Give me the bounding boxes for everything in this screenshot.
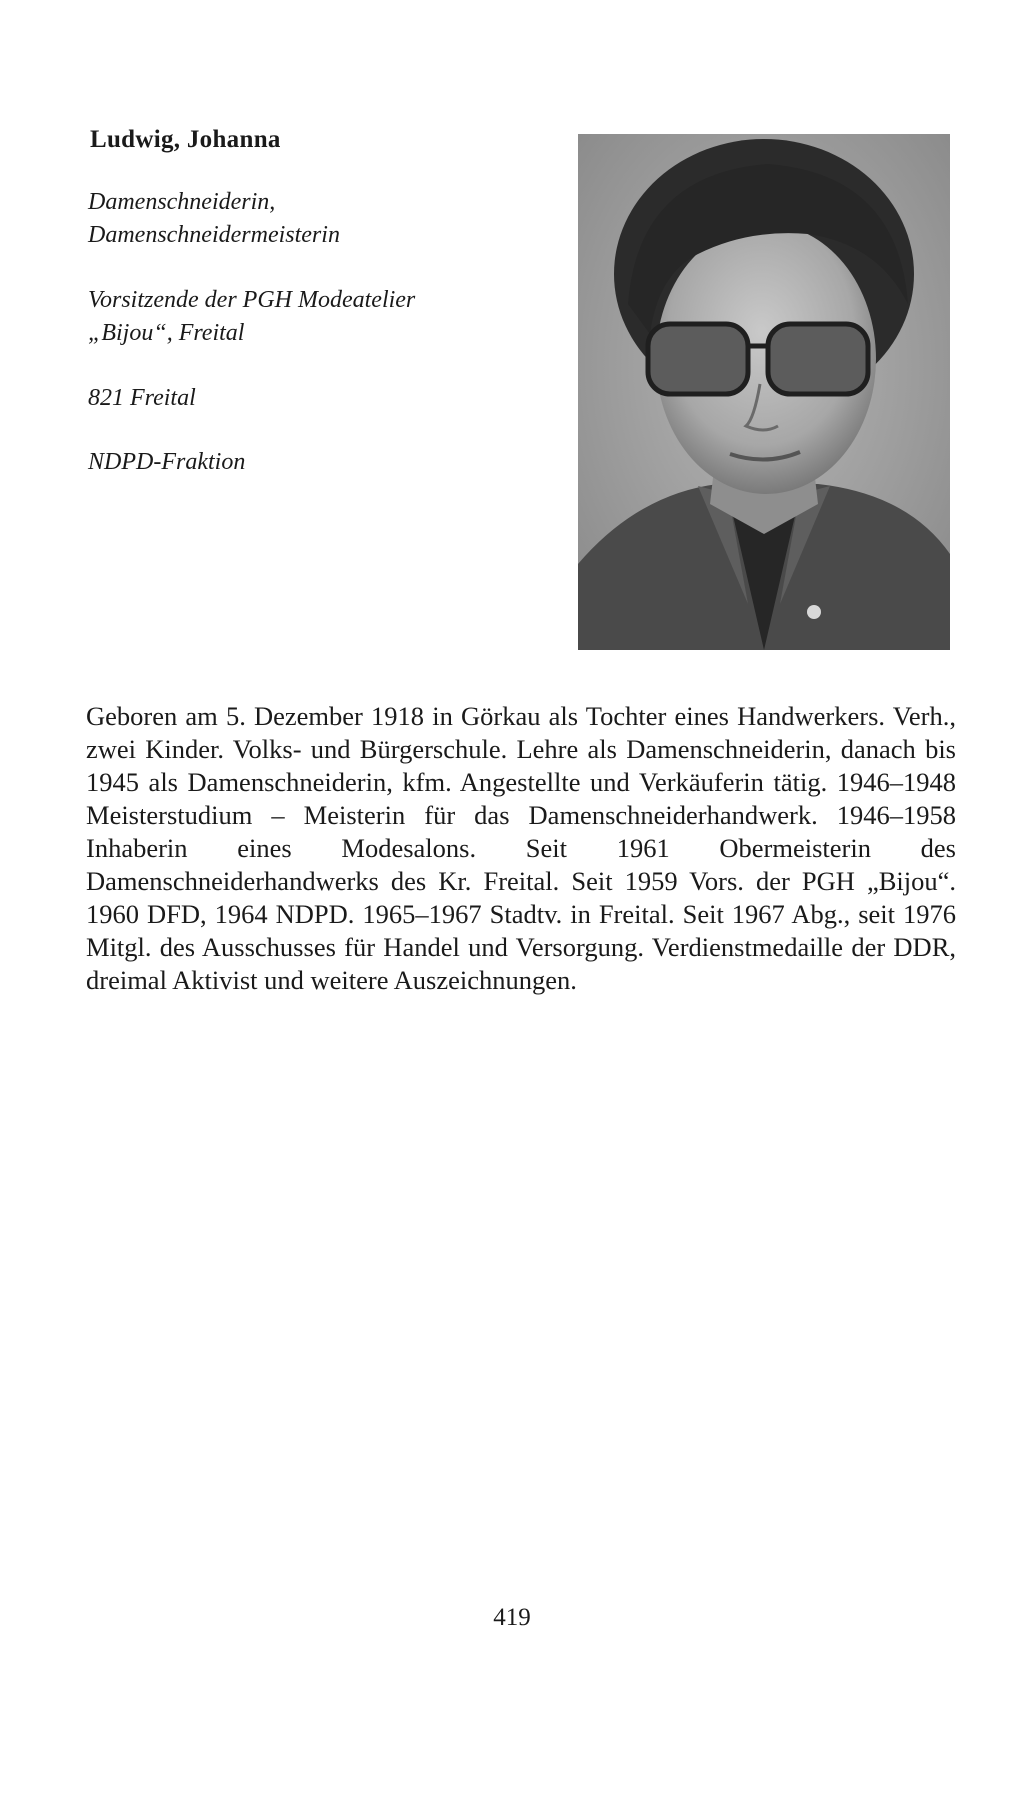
person-name: Ludwig, Johanna xyxy=(90,126,281,153)
occupation-block xyxy=(88,186,488,252)
occupation-line: Damenschneidermeisterin xyxy=(88,222,340,248)
portrait-photo xyxy=(578,134,950,650)
position-line: „Bijou“, Freital xyxy=(88,320,245,346)
address: 821 Freital xyxy=(88,385,196,411)
biography-text: Geboren am 5. Dezember 1918 in Görkau als Tochter eines Handwerkers. Verh., zwei Kinder. Volks- und Bürgerschule. Lehre als Damenschneiderin, danach bis 1945 als Damenschneiderin, kfm. Angestellte und Verkäuferin tätig. 1946–1948 Meisterstudium – Meisterin für das Damenschneiderhandwerk. 1946–1958 Inhaberin eines Modesalons. Seit 1961 Obermeisterin des Damenschneiderhandwerks des Kr. Freital. Seit 1959 Vors. der PGH „Bijou“. 1960 DFD, 1964 NDPD. 1965–1967 Stadtv. in Freital. Seit 1967 Abg., seit 1976 Mitgl. des Ausschusses für Handel und Versorgung. Verdienstmedaille der DDR, dreimal Aktivist und weitere Auszeichnungen. xyxy=(86,701,956,995)
faction: NDPD-Fraktion xyxy=(88,449,246,475)
page-number: 419 xyxy=(493,1604,531,1631)
position-block xyxy=(88,284,488,350)
position-line: Vorsitzende der PGH Modeatelier xyxy=(88,287,416,313)
occupation-line: Damenschneiderin, xyxy=(88,189,276,215)
